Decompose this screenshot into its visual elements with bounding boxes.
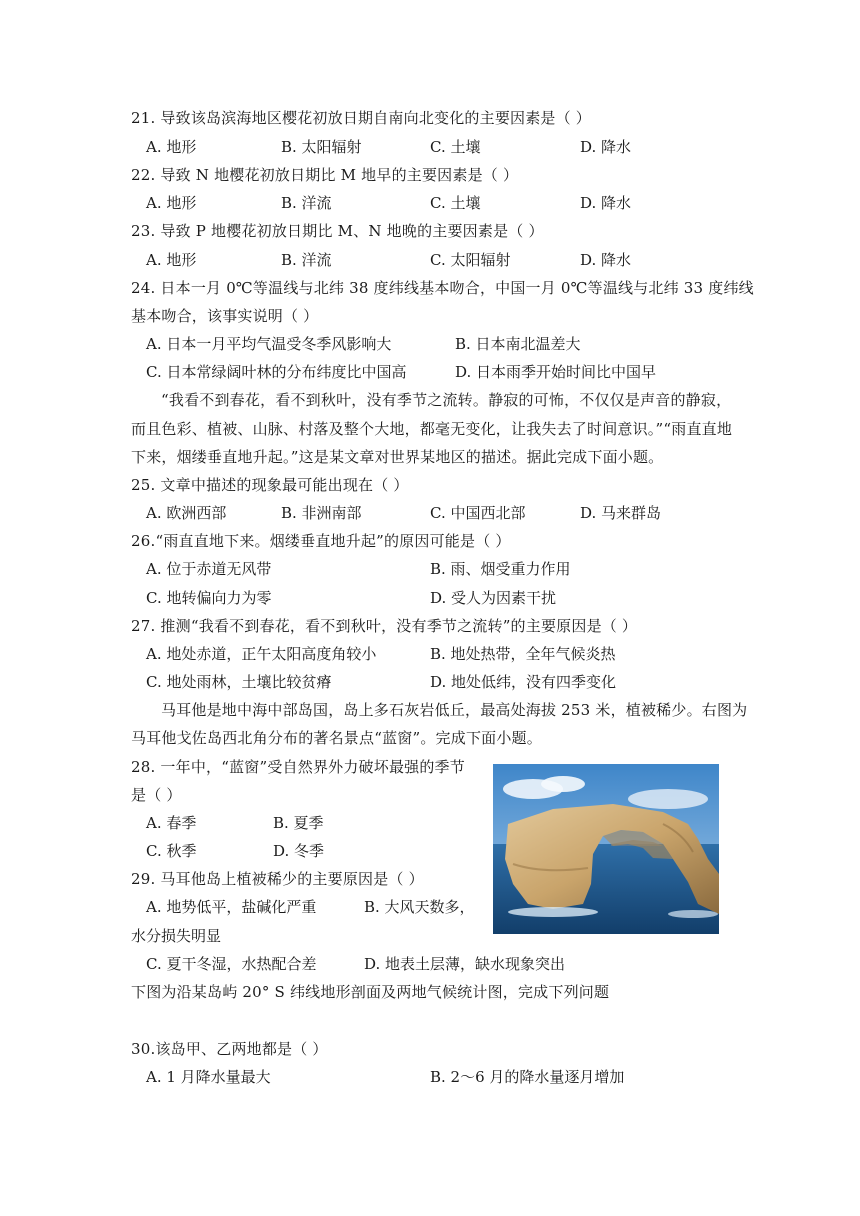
q29-option-c[interactable]: C. 夏干冬湿，水热配合差 <box>146 955 317 973</box>
q23-option-a[interactable]: A. 地形 <box>146 251 197 269</box>
q21-stem: 21. 导致该岛滨海地区樱花初放日期自南向北变化的主要因素是（ ） <box>131 109 591 127</box>
q28-stem-line1: 28. 一年中，“蓝窗”受自然界外力破坏最强的季节 <box>131 758 465 776</box>
q24-option-b[interactable]: B. 日本南北温差大 <box>455 335 581 353</box>
q30-intro: 下图为沿某岛屿 20° S 纬线地形剖面及两地气候统计图，完成下列问题 <box>131 983 610 1001</box>
q22-option-a[interactable]: A. 地形 <box>146 194 197 212</box>
q24-option-c[interactable]: C. 日本常绿阔叶林的分布纬度比中国高 <box>146 363 407 381</box>
q23-stem: 23. 导致 P 地樱花初放日期比 M、N 地晚的主要因素是（ ） <box>131 222 544 240</box>
q22-option-b[interactable]: B. 洋流 <box>281 194 332 212</box>
q27-option-d[interactable]: D. 地处低纬，没有四季变化 <box>430 673 617 691</box>
q29-option-b-continued: 水分损失明显 <box>131 927 222 945</box>
q25-stem: 25. 文章中描述的现象最可能出现在（ ） <box>131 476 409 494</box>
q28-option-b[interactable]: B. 夏季 <box>273 814 324 832</box>
q27-option-b[interactable]: B. 地处热带，全年气候炎热 <box>430 645 616 663</box>
passage1-line1: “我看不到春花，看不到秋叶，没有季节之流转。静寂的可怖，不仅仅是声音的静寂， <box>161 391 732 409</box>
q24-stem-line1: 24. 日本一月 0℃等温线与北纬 38 度纬线基本吻合，中国一月 0℃等温线与北纬 33 度纬线 <box>131 279 754 297</box>
q26-option-c[interactable]: C. 地转偏向力为零 <box>146 589 272 607</box>
passage2-line1: 马耳他是地中海中部岛国，岛上多石灰岩低丘，最高处海拔 253 米，植被稀少。右图为 <box>161 701 748 719</box>
q21-option-b[interactable]: B. 太阳辐射 <box>281 138 362 156</box>
q30-option-b[interactable]: B. 2～6 月的降水量逐月增加 <box>430 1068 625 1086</box>
q21-option-a[interactable]: A. 地形 <box>146 138 197 156</box>
q30-stem: 30.该岛甲、乙两地都是（ ） <box>131 1040 328 1058</box>
q27-option-a[interactable]: A. 地处赤道，正午太阳高度角较小 <box>146 645 377 663</box>
q25-option-d[interactable]: D. 马来群岛 <box>580 504 662 522</box>
q28-stem-line2: 是（ ） <box>131 786 182 804</box>
azure-window-illustration <box>493 764 719 934</box>
q28-option-a[interactable]: A. 春季 <box>146 814 197 832</box>
passage1-line2: 而且色彩、植被、山脉、村落及整个大地，都毫无变化，让我失去了时间意识。”“雨直直地 <box>131 420 733 438</box>
q23-option-c[interactable]: C. 太阳辐射 <box>430 251 511 269</box>
q30-option-a[interactable]: A. 1 月降水量最大 <box>146 1068 271 1086</box>
q22-option-c[interactable]: C. 土壤 <box>430 194 481 212</box>
q24-stem-line2: 基本吻合，该事实说明（ ） <box>131 307 319 325</box>
q27-option-c[interactable]: C. 地处雨林，土壤比较贫瘠 <box>146 673 332 691</box>
q24-option-d[interactable]: D. 日本雨季开始时间比中国早 <box>455 363 657 381</box>
q25-option-b[interactable]: B. 非洲南部 <box>281 504 362 522</box>
q29-option-a[interactable]: A. 地势低平，盐碱化严重 <box>146 898 317 916</box>
q26-option-b[interactable]: B. 雨、烟受重力作用 <box>430 560 571 578</box>
q29-stem: 29. 马耳他岛上植被稀少的主要原因是（ ） <box>131 870 424 888</box>
q24-option-a[interactable]: A. 日本一月平均气温受冬季风影响大 <box>146 335 392 353</box>
q25-option-a[interactable]: A. 欧洲西部 <box>146 504 227 522</box>
q28-option-c[interactable]: C. 秋季 <box>146 842 197 860</box>
q21-option-c[interactable]: C. 土壤 <box>430 138 481 156</box>
q26-stem: 26.“雨直直地下来。烟缕垂直地升起”的原因可能是（ ） <box>131 532 511 550</box>
q29-option-b[interactable]: B. 大风天数多， <box>364 898 475 916</box>
q21-option-d[interactable]: D. 降水 <box>580 138 632 156</box>
q22-option-d[interactable]: D. 降水 <box>580 194 632 212</box>
q26-option-a[interactable]: A. 位于赤道无风带 <box>146 560 272 578</box>
q22-stem: 22. 导致 N 地樱花初放日期比 M 地早的主要因素是（ ） <box>131 166 519 184</box>
q28-option-d[interactable]: D. 冬季 <box>273 842 325 860</box>
passage1-line3: 下来，烟缕垂直地升起。”这是某文章对世界某地区的描述。据此完成下面小题。 <box>131 448 664 466</box>
q27-stem: 27. 推测“我看不到春花，看不到秋叶，没有季节之流转”的主要原因是（ ） <box>131 617 638 635</box>
q25-option-c[interactable]: C. 中国西北部 <box>430 504 526 522</box>
q23-option-b[interactable]: B. 洋流 <box>281 251 332 269</box>
q26-option-d[interactable]: D. 受人为因素干扰 <box>430 589 557 607</box>
q23-option-d[interactable]: D. 降水 <box>580 251 632 269</box>
q29-option-d[interactable]: D. 地表土层薄，缺水现象突出 <box>364 955 566 973</box>
passage2-line2: 马耳他戈佐岛西北角分布的著名景点“蓝窗”。完成下面小题。 <box>131 729 542 747</box>
azure-window-photo <box>493 764 719 934</box>
